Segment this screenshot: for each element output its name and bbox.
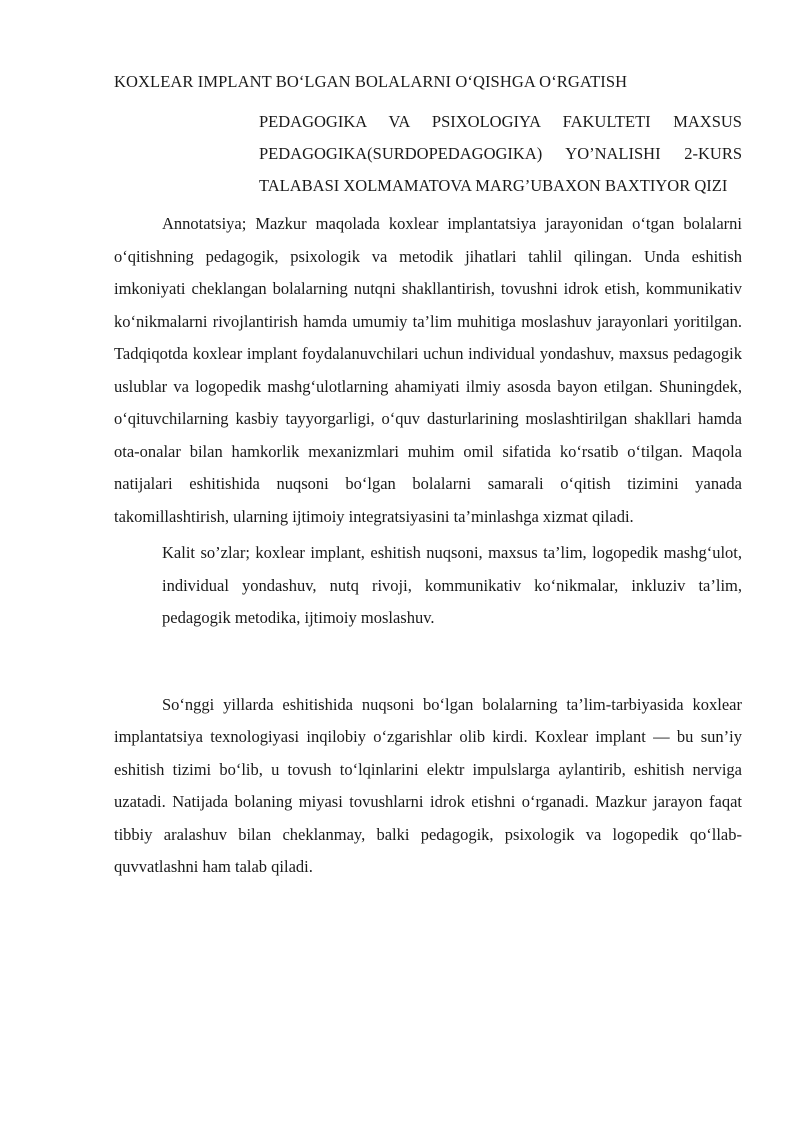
intro-paragraph: So‘nggi yillarda eshitishida nuqsoni bo‘lgan bolalarning ta’lim-tarbiyasida koxlear implantatsiya texnologiyasi inqilobiy o‘zgarishlar olib kirdi. Koxlear implant — bu sun’iy eshitish tizimi bo‘lib, u tovush to‘lqinlarini elektr impulslarga aylantirib, eshitish nerviga uzatadi. Natijada bolaning miyasi tovushlarni idrok etishni o‘rganadi. Mazkur jarayon faqat tibbiy aralashuv bilan cheklanmay, balki pedagogik, psixologik va logopedik qo‘llab-quvvatlashni ham talab qiladi. bbox=[114, 694, 742, 876]
document-page bbox=[114, 70, 742, 884]
section-spacer bbox=[114, 635, 742, 689]
author-block: PEDAGOGIKA VA PSIXOLOGIYA FAKULTETI MAXSUS PEDAGOGIKA(SURDOPEDAGOGIKA) YO’NALISHI 2-KURS TALABASI XOLMAMATOVA MARG’UBAXON BAXTIYOR QIZI bbox=[259, 112, 742, 195]
annotation-paragraph: Annotatsiya; Mazkur maqolada koxlear implantatsiya jarayonidan o‘tgan bolalarni o‘qitishning pedagogik, psixologik va metodik jihatlari tahlil qilingan. Unda eshitish imkoniyati cheklangan bolalarning nutqni shakllantirish, tovushni idrok etish, kommunikativ ko‘nikmalarni rivojlantirish hamda umumiy ta’lim muhitiga moslashuv jarayonlari yoritilgan. Tadqiqotda koxlear implant foydalanuvchilari uchun individual yondashuv, maxsus pedagogik uslublar va logopedik mashg‘ulotlarning ahamiyati ilmiy asosda bayon etilgan. Shuningdek, o‘qituvchilarning kasbiy tayyorgarligi, o‘quv dasturlarining moslashtirilgan shakllari hamda ota-onalar bilan hamkorlik mexanizmlari muhim omil sifatida ko‘rsatib o‘tilgan. Maqola natijalari eshitishida nuqsoni bo‘lgan bolalarni samarali o‘qitish tizimini yanada takomillashtirish, ularning ijtimoiy integratsiyasini ta’minlashga xizmat qiladi. bbox=[114, 214, 742, 526]
keywords-paragraph: Kalit so’zlar; koxlear implant, eshitish nuqsoni, maxsus ta’lim, logopedik mashg‘ulot, individual yondashuv, nutq rivoji, kommunikativ ko‘nikmalar, inkluziv ta’lim, pedagogik metodika, ijtimoiy moslashuv. bbox=[162, 543, 742, 627]
paper-title: KOXLEAR IMPLANT BO‘LGAN BOLALARNI O‘QISHGA O‘RGATISH bbox=[114, 72, 628, 91]
